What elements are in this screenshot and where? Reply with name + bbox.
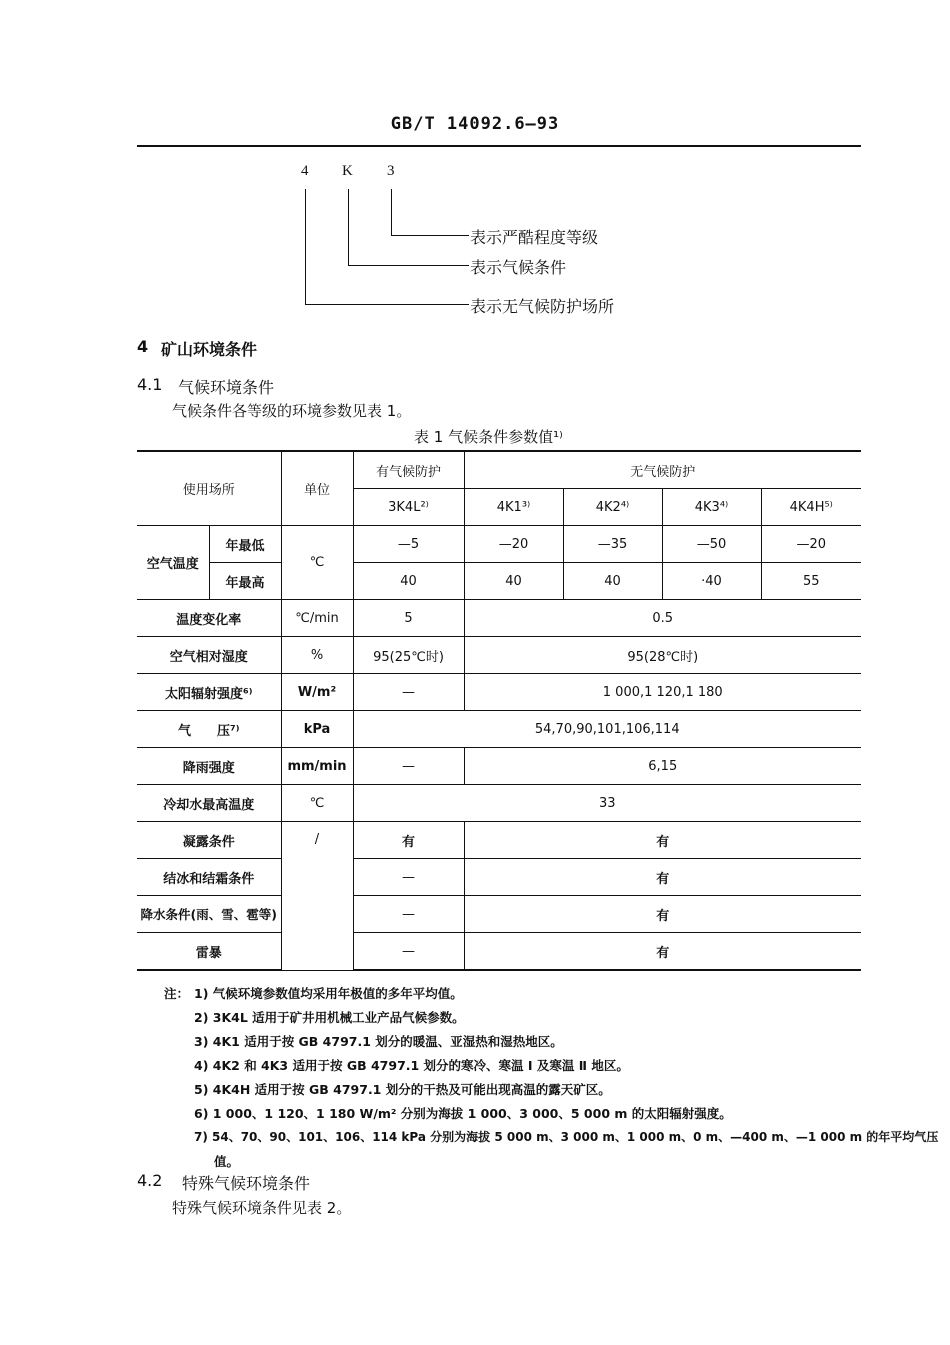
row-label: 温度变化率 [137, 600, 281, 637]
notes-prefix: 注： [164, 986, 190, 1001]
value-cell: 55 [761, 563, 861, 600]
unit-cell: % [281, 637, 353, 674]
note-item: 6) 1 000、1 120、1 180 W/m² 分别为海拔 1 000、3 000、5 000 m 的太阳辐射强度。 [194, 1106, 732, 1121]
section-4-1-text: 气候条件各等级的环境参数见表 1。 [172, 402, 412, 420]
value-cell: — [353, 748, 464, 785]
leader-line [348, 189, 349, 265]
header-rule [137, 145, 861, 147]
table-row [137, 600, 861, 637]
section-4-1-title: 气候环境条件 [178, 378, 275, 397]
row-label: 凝露条件 [137, 822, 281, 859]
legend-severity: 表示严酷程度等级 [470, 228, 599, 247]
section-4-2-title: 特殊气候环境条件 [182, 1174, 311, 1193]
header-class: 4K3⁴⁾ [662, 489, 761, 526]
row-label: 空气相对湿度 [137, 637, 281, 674]
value-cell: ·40 [662, 563, 761, 600]
leader-line [348, 265, 469, 266]
row-label: 降雨强度 [137, 748, 281, 785]
table-row [137, 711, 861, 748]
value-cell: —50 [662, 526, 761, 563]
note-item: 4) 4K2 和 4K3 适用于按 GB 4797.1 划分的寒冷、寒温 Ⅰ 及寒温 Ⅱ 地区。 [194, 1058, 629, 1073]
unit-cell: W/m² [281, 674, 353, 711]
row-label-air-temp: 空气温度 [137, 526, 209, 600]
value-cell: 40 [563, 563, 662, 600]
table-row [137, 526, 861, 563]
header-class: 4K1³⁾ [464, 489, 563, 526]
note-item: 1) 气候环境参数值均采用年极值的多年平均值。 [194, 986, 463, 1001]
row-label: 气 压⁷⁾ [137, 711, 281, 748]
section-4-number: 4 [137, 337, 149, 356]
row-label: 雷暴 [137, 933, 281, 971]
legend-unprotected-place: 表示无气候防护场所 [470, 297, 615, 316]
table-caption: 表 1 气候条件参数值¹⁾ [414, 428, 563, 446]
value-cell: — [353, 933, 464, 971]
section-4-title: 矿山环境条件 [161, 340, 258, 359]
table-row [137, 785, 861, 822]
value-cell: 有 [464, 859, 861, 896]
row-sublabel-max: 年最高 [209, 563, 281, 600]
note-item: 5) 4K4H 适用于按 GB 4797.1 划分的干热及可能出现高温的露天矿区。 [194, 1082, 611, 1097]
header-protected: 有气候防护 [353, 451, 464, 489]
value-cell: 40 [464, 563, 563, 600]
climate-parameter-table [137, 450, 861, 971]
unit-cell: ℃ [281, 526, 353, 600]
unit-cell: ℃ [281, 785, 353, 822]
table-row [137, 859, 861, 896]
value-cell: —5 [353, 526, 464, 563]
value-cell: — [353, 896, 464, 933]
table-row [137, 637, 861, 674]
note-item: 2) 3K4L 适用于矿井用机械工业产品气候参数。 [194, 1010, 465, 1025]
unit-cell: mm/min [281, 748, 353, 785]
value-cell: 5 [353, 600, 464, 637]
value-cell: — [353, 859, 464, 896]
header-unit: 单位 [281, 451, 353, 526]
value-cell: 95(25℃时) [353, 637, 464, 674]
unit-cell: ℃/min [281, 600, 353, 637]
row-sublabel-min: 年最低 [209, 526, 281, 563]
legend-climate: 表示气候条件 [470, 258, 567, 277]
value-cell: 40 [353, 563, 464, 600]
unit-cell-slash: / [281, 822, 353, 971]
value-cell: —35 [563, 526, 662, 563]
note-item: 3) 4K1 适用于按 GB 4797.1 划分的暖温、亚湿热和湿热地区。 [194, 1034, 563, 1049]
section-4-1-number: 4.1 [137, 375, 163, 394]
value-cell: 0.5 [464, 600, 861, 637]
note-item-continued: 值。 [214, 1154, 240, 1169]
value-cell: 6,15 [464, 748, 861, 785]
value-cell: 有 [464, 933, 861, 971]
header-class: 4K4H⁵⁾ [761, 489, 861, 526]
row-label: 降水条件(雨、雪、雹等) [137, 896, 281, 933]
header-class: 3K4L²⁾ [353, 489, 464, 526]
table-row [137, 563, 861, 600]
table-row [137, 822, 861, 859]
header-place: 使用场所 [137, 451, 281, 526]
table-row [137, 674, 861, 711]
leader-line [391, 189, 392, 235]
value-cell: 有 [464, 822, 861, 859]
value-cell: 有 [464, 896, 861, 933]
value-cell: 95(28℃时) [464, 637, 861, 674]
row-label: 冷却水最高温度 [137, 785, 281, 822]
header-unprotected: 无气候防护 [464, 451, 861, 489]
table-row [137, 933, 861, 971]
note-item: 7) 54、70、90、101、106、114 kPa 分别为海拔 5 000 m、3 000 m、1 000 m、0 m、—400 m、—1 000 m 的年平均气压 [194, 1130, 939, 1144]
code-char-3: 3 [387, 163, 395, 179]
value-cell: 33 [353, 785, 861, 822]
section-4-2-text: 特殊气候环境条件见表 2。 [172, 1199, 352, 1217]
header-class: 4K2⁴⁾ [563, 489, 662, 526]
section-4-2-number: 4.2 [137, 1171, 163, 1190]
unit-cell: kPa [281, 711, 353, 748]
leader-line [305, 189, 306, 304]
code-char-4: 4 [301, 163, 309, 179]
value-cell: — [353, 674, 464, 711]
value-cell: 1 000,1 120,1 180 [464, 674, 861, 711]
value-cell: 54,70,90,101,106,114 [353, 711, 861, 748]
value-cell: 有 [353, 822, 464, 859]
leader-line [391, 235, 469, 236]
standard-number: GB/T 14092.6—93 [390, 114, 560, 134]
value-cell: —20 [464, 526, 563, 563]
leader-line [305, 304, 469, 305]
row-label: 结冰和结霜条件 [137, 859, 281, 896]
value-cell: —20 [761, 526, 861, 563]
table-row [137, 896, 861, 933]
row-label: 太阳辐射强度⁶⁾ [137, 674, 281, 711]
code-char-k: K [342, 163, 353, 179]
table-row [137, 748, 861, 785]
